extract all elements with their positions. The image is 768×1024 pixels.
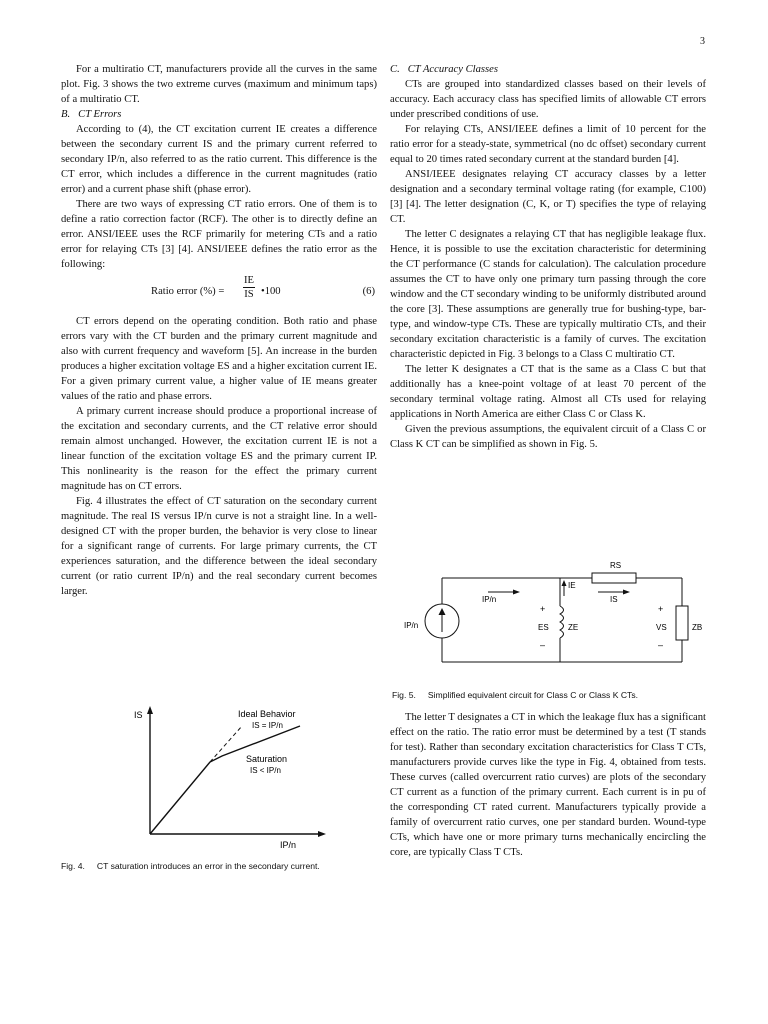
paragraph: The letter C designates a relaying CT that has negligible leakage flux. Hence, it is possible to use the excitation characteristic for determining the CT performance (C stands for calculation). The calculation procedure assumes the CT to have only one primary turn passing through the core window and the CT secondary winding to be uniformly distributed around the core [3]. These assumptions are generally true for bushing-type, bar-type, and window-type CTs. These are typically multiratio CTs, and their secondary excitation characteristic is a family of curves. The excitation characteristic depicted in Fig. 3 belongs to a Class C multiratio CT. (390, 229, 706, 360)
paragraph: The letter T designates a CT in which the leakage flux has a significant effect on the ratio. The ratio error must be determined by a test (T stands for test). Rather than secondary excitation characteristics for Class T CTs, manufacturers provide curves like the type in Fig. 4, obtained from tests. These curves (called overcurrent ratio curves) are plots of the secondary CT current as a function of the primary current. Each current is in pu of the corresponding CT rated current. Manufacturers typically provide a family of overcurrent ratio curves, one per standard burden. Wound-type CTs, which have one or more primary turns mechanically encircling the core, are typically Class T CTs. (390, 712, 706, 858)
svg-text:ZE: ZE (568, 623, 579, 632)
saturation-eq: IS < IP/n (250, 766, 281, 775)
right-column-top (390, 62, 706, 452)
ideal-line (210, 726, 242, 762)
equation-6: Ratio error (%) = $\frac{IE}{IS}$ •100 (6) (151, 275, 375, 300)
paragraph: For relaying CTs, ANSI/IEEE defines a limit of 10 percent for the ratio error for a steady-state, symmetrical (no dc offset) secondary current equal to 20 times rated secondary current at the standard burden [4]. (390, 124, 706, 165)
svg-text:ZB: ZB (692, 623, 703, 632)
paragraph: Given the previous assumptions, the equivalent circuit of a Class C or Class K CT can be simplified as shown in Fig. 5. (390, 424, 706, 450)
ideal-eq: IS = IP/n (252, 721, 283, 730)
paragraph: There are two ways of expressing CT ratio errors. One of them is to define a ratio correction factor (RCF). The other is to directly define an error. ANSI/IEEE uses the RCF primarily for metering CTs and a ratio error for relaying CTs [3] [4]. ANSI/IEEE defines the ratio error as the following: (61, 199, 377, 270)
svg-text:+: + (540, 604, 546, 614)
svg-text:IP/n: IP/n (482, 595, 497, 604)
section-heading-b: B. CT Errors (61, 109, 122, 120)
svg-text:ES: ES (538, 623, 549, 632)
paragraph: For a multiratio CT, manufacturers provide all the curves in the same plot. Fig. 3 shows the two extreme curves (maximum and minimum taps) of a multiratio CT. (61, 64, 377, 105)
svg-text:–: – (658, 640, 664, 650)
fig5-caption: Fig. 5. Simplified equivalent circuit for Class C or Class K CTs. (392, 690, 639, 700)
section-heading-c: C. CT Accuracy Classes (390, 64, 498, 75)
paragraph: ANSI/IEEE designates relaying CT accuracy classes by a letter designation and a secondary terminal voltage rating (for example, C100) [3] [4]. The letter designation (C, K, or T) specifies the type of relaying CT. (390, 169, 706, 225)
ideal-label: Ideal Behavior (238, 709, 296, 719)
zb-burden (676, 606, 688, 640)
svg-text:IE: IE (568, 581, 576, 590)
page-number: 3 (700, 36, 705, 47)
fig4-caption: Fig. 4. CT saturation introduces an error in the secondary current. (61, 861, 320, 871)
svg-text:RS: RS (610, 561, 622, 570)
svg-text:VS: VS (656, 623, 667, 632)
svg-text:+: + (658, 604, 664, 614)
paragraph: CTs are grouped into standardized classes based on their levels of accuracy. Each accuracy class has specified limits of allowable CT errors under prescribed conditions of use. (390, 79, 706, 120)
paragraph: CT errors depend on the operating condition. Both ratio and phase errors vary with the CT burden and the primary current magnitude and also with current frequency and waveform [5]. An increase in the burden produces a higher excitation voltage ES and a higher excitation current IE. For a given primary current value, a higher value of IE means greater values of the ratio and phase errors. (61, 316, 377, 402)
paragraph: Fig. 4 illustrates the effect of CT saturation on the secondary current magnitude. The real IS versus IP/n curve is not a straight line. In a well-designed CT with the proper burden, the behavior is very close to linear for a significant range of currents. For large primary currents, the CT experiences saturation, and the difference between the ideal secondary current (or ratio current IP/n) and the real secondary current becomes larger. (61, 496, 377, 597)
saturation-label: Saturation (246, 754, 288, 764)
paragraph: According to (4), the CT excitation current IE creates a difference between the secondary current IS and the primary current referred to secondary IP/n, also referred to as the ratio current. This difference is the CT error, which includes a difference in the current magnitudes (ratio error) and a current phase shift (phase error). (61, 124, 377, 195)
x-axis-label: IP/n (280, 840, 297, 850)
y-axis-label: IS (134, 710, 143, 720)
fig5-equivalent-circuit (392, 556, 712, 680)
paragraph: A primary current increase should produce a proportional increase of the excitation and secondary currents, and the CT relative error should remain almost unchanged. However, the excitation current IE is not a linear function of the excitation voltage ES and the primary current IP. This nonlinearity is the reason for the effect the primary current magnitude has on CT errors. (61, 406, 377, 492)
fig4-saturation-plot (120, 700, 340, 850)
left-column (61, 62, 377, 599)
saturation-curve (150, 726, 300, 834)
paragraph: The letter K designates a CT that is the same as a Class C but that additionally has a knee-point voltage of at least 70 percent of the secondary terminal voltage rating. Almost all CTs used for relaying applications in North America are either Class C or Class K. (390, 364, 706, 420)
rs-resistor (592, 573, 636, 583)
right-column-bottom (390, 710, 706, 860)
svg-text:IS: IS (610, 595, 618, 604)
ze-inductor-icon (560, 606, 564, 638)
svg-text:–: – (540, 640, 546, 650)
svg-text:IP/n: IP/n (404, 621, 419, 630)
